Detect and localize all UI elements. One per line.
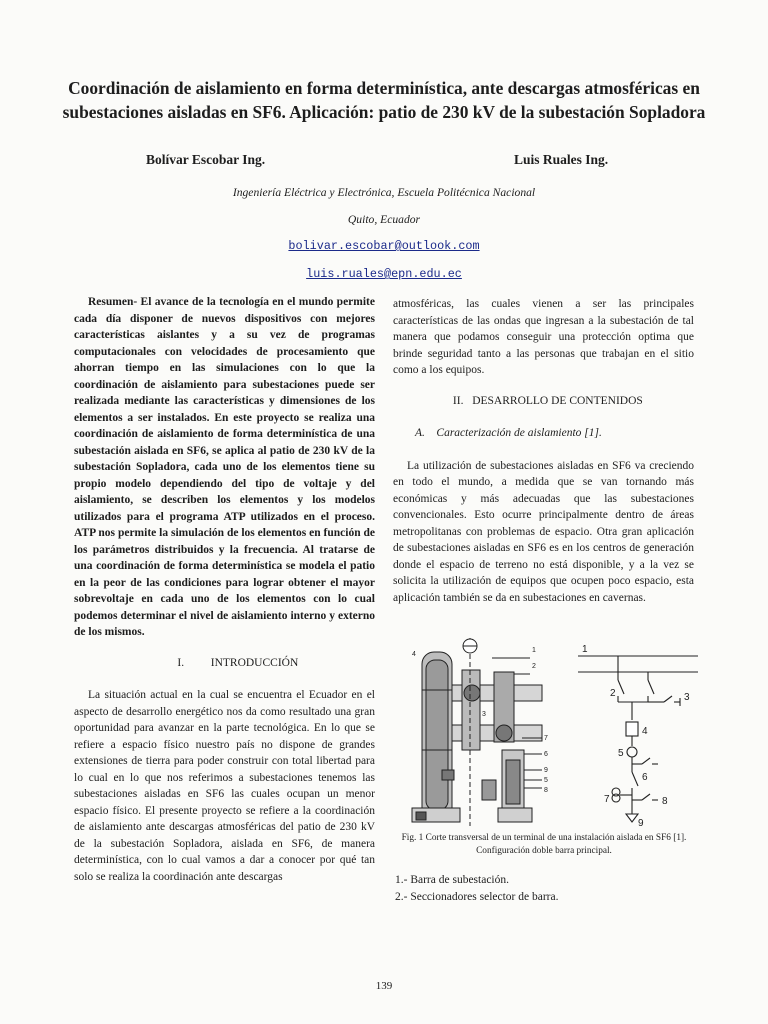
fig-right-label-2: 2 bbox=[610, 688, 616, 699]
email-link-1[interactable]: bolivar.escobar@outlook.com bbox=[288, 239, 480, 253]
figure-1 bbox=[402, 630, 698, 830]
section-1-title: INTRODUCCIÓN bbox=[210, 656, 299, 669]
right-column bbox=[393, 296, 694, 606]
email-2-container bbox=[0, 267, 768, 281]
figure-1-drawing bbox=[402, 630, 698, 830]
email-1-container bbox=[0, 239, 768, 253]
left-column bbox=[74, 294, 375, 885]
fig-right-label-6: 6 bbox=[642, 772, 648, 783]
email-link-2[interactable]: luis.ruales@epn.edu.ec bbox=[306, 267, 462, 281]
abstract: Resumen- El avance de la tecnología en el mundo permite cada día disponer de nuevos dispositivos con mejores características aislantes y a su vez de programas computacionales con velocidades de procesamiento que ahorran tiempo en las simulaciones con lo que la coordinación de aislamiento para subestaciones puede ser realizada mediante las características y dimensiones de los elementos a ser instalados. En este proyecto se realiza una coordinación de aislamiento de forma determinística de una subestación aislada en SF6, se aplica al patio de 230 kV de la subestación Sopladora, cada uno de los elementos tiene su propio modelo dependiendo del tipo de voltaje y del aislamiento, se describen los elementos y los modelos utilizados para el programa ATP utilizados en el proceso. ATP nos permite la simulación de los elementos en función de los parámetros distribuidos y la frecuencia. Al tratarse de una coordinación de forma determinística se modela el patio en la peor de las condiciones para lograr obtener el mayor sobrevoltaje en cada uno de los elementos con lo cual podemos determinar el nivel de aislamiento interno y externo de los mismos. bbox=[74, 296, 375, 638]
section-2-title: DESARROLLO DE CONTENIDOS bbox=[472, 394, 643, 407]
fig-right-label-3: 3 bbox=[684, 692, 690, 703]
introduction-paragraph: La situación actual en la cual se encuentra el Ecuador en el aspecto de desarrollo energético nos da como resultado una gran oportunidad para avanzar en la parte tecnológica. En lo que se refiere a espacio físico nuestro país no dispone de grandes extensiones de tierra para poder construir con total libertad para lo cual en lo que nos referimos a subestaciones tenemos las subestaciones aisladas en SF6 las cuales ocupan un menor espacio físico. El presente proyecto se refiere a la coordinación de aislamiento ante descargas atmosféricas del patio de 230 kV de la subestación Sopladora, aislada en SF6, de manera determinística, con lo cual vamos a dar a conocer por qué tan solo se realiza la coordinación ante descargas bbox=[74, 689, 375, 883]
fig-left-label-6: 6 bbox=[544, 751, 548, 758]
component-list bbox=[395, 872, 695, 905]
author-2: Luis Ruales Ing. bbox=[514, 152, 609, 167]
sf6-paragraph: La utilización de subestaciones aisladas en SF6 va creciendo en todo el mundo, a medida que se van tornando más económicas y más adecuadas que las subestaciones convencionales. Esto ocurre principalmente dentro de áreas metropolitanas con problemas de espacio. Otra gran aplicación de subestaciones aisladas en SF6 es en los centros de generación donde el espacio de terreno no está disponible, y a la vez se solicita la utilización de equipos que ocupen poco espacio, esta aplicación también se da en subestaciones en cavernas. bbox=[393, 459, 694, 604]
figure-1-caption: Fig. 1 Corte transversal de un terminal de una instalación aislada en SF6 [1]. Configuración doble barra principal. bbox=[401, 833, 687, 856]
section-2-number: II. bbox=[452, 394, 464, 407]
fig-left-label-8: 8 bbox=[544, 787, 548, 794]
fig-right-label-7: 7 bbox=[604, 794, 610, 805]
location: Quito, Ecuador bbox=[347, 213, 421, 226]
fig-left-label-3: 3 bbox=[482, 711, 486, 718]
fig-left-label-4: 4 bbox=[412, 651, 416, 658]
author-1: Bolívar Escobar Ing. bbox=[146, 152, 266, 167]
fig-right-label-9: 9 bbox=[638, 818, 644, 829]
fig-left-label-9: 9 bbox=[544, 767, 548, 774]
section-2-heading bbox=[393, 393, 694, 410]
section-1-number: I. bbox=[177, 656, 185, 669]
fig-right-label-5: 5 bbox=[618, 748, 624, 759]
fig-right-label-1: 1 bbox=[582, 644, 588, 655]
section-1-heading bbox=[74, 655, 375, 672]
fig-left-label-5: 5 bbox=[544, 777, 548, 784]
fig-left-label-2: 2 bbox=[532, 663, 536, 670]
list-item: 2.- Seccionadores selector de barra. bbox=[395, 890, 559, 903]
fig-left-label-1: 1 bbox=[532, 647, 536, 654]
subsection-a-heading: A. Caracterización de aislamiento [1]. bbox=[415, 427, 602, 439]
list-item: 1.- Barra de subestación. bbox=[395, 874, 510, 886]
fig-right-label-8: 8 bbox=[662, 796, 668, 807]
page-number: 139 bbox=[375, 980, 393, 992]
fig-right-label-4: 4 bbox=[642, 726, 648, 737]
paper-title: Coordinación de aislamiento en forma determinística, ante descargas atmosféricas en subestaciones aisladas en SF6. Aplicación: patio de 230 kV de la subestación Sopladora bbox=[62, 78, 706, 122]
affiliation: Ingeniería Eléctrica y Electrónica, Escuela Politécnica Nacional bbox=[232, 186, 536, 199]
fig-left-label-7: 7 bbox=[544, 735, 548, 742]
continuation-paragraph: atmosféricas, las cuales vienen a ser las principales características de las ondas que ingresan a la subestación de tal manera que podamos conseguir una protección optima que brinde seguridad tanto a las personas que trabajan en el sitio como a los equipos. bbox=[393, 298, 694, 376]
